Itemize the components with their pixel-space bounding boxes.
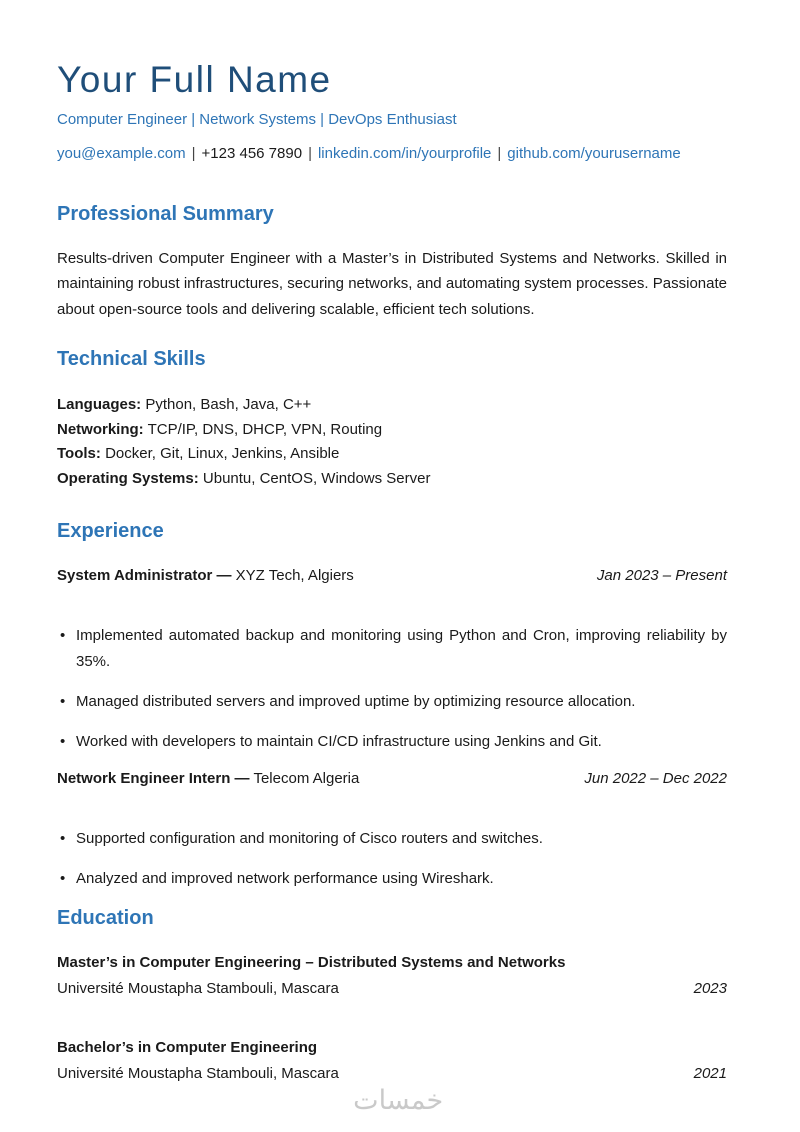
section-title-summary: Professional Summary bbox=[57, 202, 274, 225]
full-name: Your Full Name bbox=[57, 59, 332, 100]
degree-title: Bachelor’s in Computer Engineering bbox=[57, 1039, 318, 1057]
resume-header bbox=[57, 60, 727, 162]
job-bullet: • Supported configuration and monitoring of Cisco routers and switches. bbox=[57, 826, 727, 852]
section-title-skills: Technical Skills bbox=[57, 348, 206, 371]
skill-label: Operating Systems: bbox=[57, 469, 199, 487]
skill-row-tools bbox=[57, 442, 727, 467]
linkedin-link[interactable]: linkedin.com/in/yourprofile bbox=[317, 144, 492, 162]
job-bullet-list bbox=[57, 826, 727, 892]
section-experience bbox=[57, 519, 727, 892]
job-dash: — bbox=[234, 770, 250, 788]
job-dash: — bbox=[216, 567, 232, 585]
skill-value: TCP/IP, DNS, DHCP, VPN, Routing bbox=[147, 420, 383, 438]
skill-row-networking bbox=[57, 418, 727, 443]
skill-value: Ubuntu, CentOS, Windows Server bbox=[202, 469, 431, 487]
job-role: Network Engineer Intern bbox=[57, 770, 231, 788]
job-company: XYZ Tech, Algiers bbox=[235, 567, 354, 585]
job-role: System Administrator bbox=[57, 567, 213, 585]
school-name: Université Moustapha Stambouli, Mascara bbox=[57, 1065, 339, 1083]
degree-title: Master’s in Computer Engineering – Distributed Systems and Networks bbox=[57, 954, 566, 972]
skill-label: Tools: bbox=[57, 445, 101, 463]
summary-paragraph: Results-driven Computer Engineer with a Master’s in Distributed Systems and Networks. Skilled in maintaining robust infrastructures, securing networks, and automating system processes. Passionate about open-source tools and delivering scalable, efficient tech solutions. bbox=[57, 249, 727, 318]
section-technical-skills bbox=[57, 347, 727, 491]
job-title-line bbox=[57, 566, 354, 585]
job-bullet: • Implemented automated backup and monitoring using Python and Cron, improving reliability by 35%. bbox=[57, 623, 727, 675]
graduation-year: 2023 bbox=[693, 980, 727, 998]
email-link[interactable]: you@example.com bbox=[57, 144, 186, 162]
skill-value: Python, Bash, Java, C++ bbox=[145, 396, 312, 414]
job-company: Telecom Algeria bbox=[253, 770, 360, 788]
phone-number: +123 456 7890 bbox=[201, 144, 303, 162]
education-entry-bachelors bbox=[57, 1035, 727, 1087]
skill-value: Docker, Git, Linux, Jenkins, Ansible bbox=[105, 445, 340, 463]
job-dates: Jan 2023 – Present bbox=[596, 567, 727, 585]
graduation-year: 2021 bbox=[693, 1065, 727, 1083]
job-dates: Jun 2022 – Dec 2022 bbox=[584, 770, 727, 788]
contact-separator: | bbox=[308, 144, 312, 162]
khamsat-watermark: خمسات bbox=[353, 1085, 444, 1116]
school-name: Université Moustapha Stambouli, Mascara bbox=[57, 980, 339, 998]
degree-details-row bbox=[57, 1061, 727, 1087]
skills-list bbox=[57, 393, 727, 491]
contact-separator: | bbox=[497, 144, 502, 162]
job-bullet: • Managed distributed servers and improved uptime by optimizing resource allocation. bbox=[57, 689, 727, 715]
skill-row-languages bbox=[57, 393, 727, 418]
github-link[interactable]: github.com/yourusername bbox=[507, 144, 681, 162]
section-education bbox=[57, 906, 727, 1087]
job-header-network-engineer-intern bbox=[57, 769, 727, 788]
skill-row-operating-systems bbox=[57, 467, 727, 492]
job-bullet: • Worked with developers to maintain CI/CD infrastructure using Jenkins and Git. bbox=[57, 729, 727, 755]
degree-details-row bbox=[57, 976, 727, 1002]
section-title-education: Education bbox=[57, 907, 154, 930]
education-entry-masters bbox=[57, 950, 727, 1002]
section-professional-summary bbox=[57, 202, 727, 323]
contact-separator: | bbox=[191, 144, 196, 162]
skill-label: Networking: bbox=[57, 420, 144, 438]
tagline: Computer Engineer | Network Systems | DevOps Enthusiast bbox=[57, 110, 457, 128]
job-bullet-list bbox=[57, 623, 727, 755]
job-header-system-administrator bbox=[57, 566, 727, 585]
skill-label: Languages: bbox=[57, 396, 142, 414]
job-title-line bbox=[57, 769, 359, 788]
section-title-experience: Experience bbox=[57, 520, 164, 543]
job-bullet: • Analyzed and improved network performance using Wireshark. bbox=[57, 866, 727, 892]
contact-line bbox=[57, 145, 727, 162]
